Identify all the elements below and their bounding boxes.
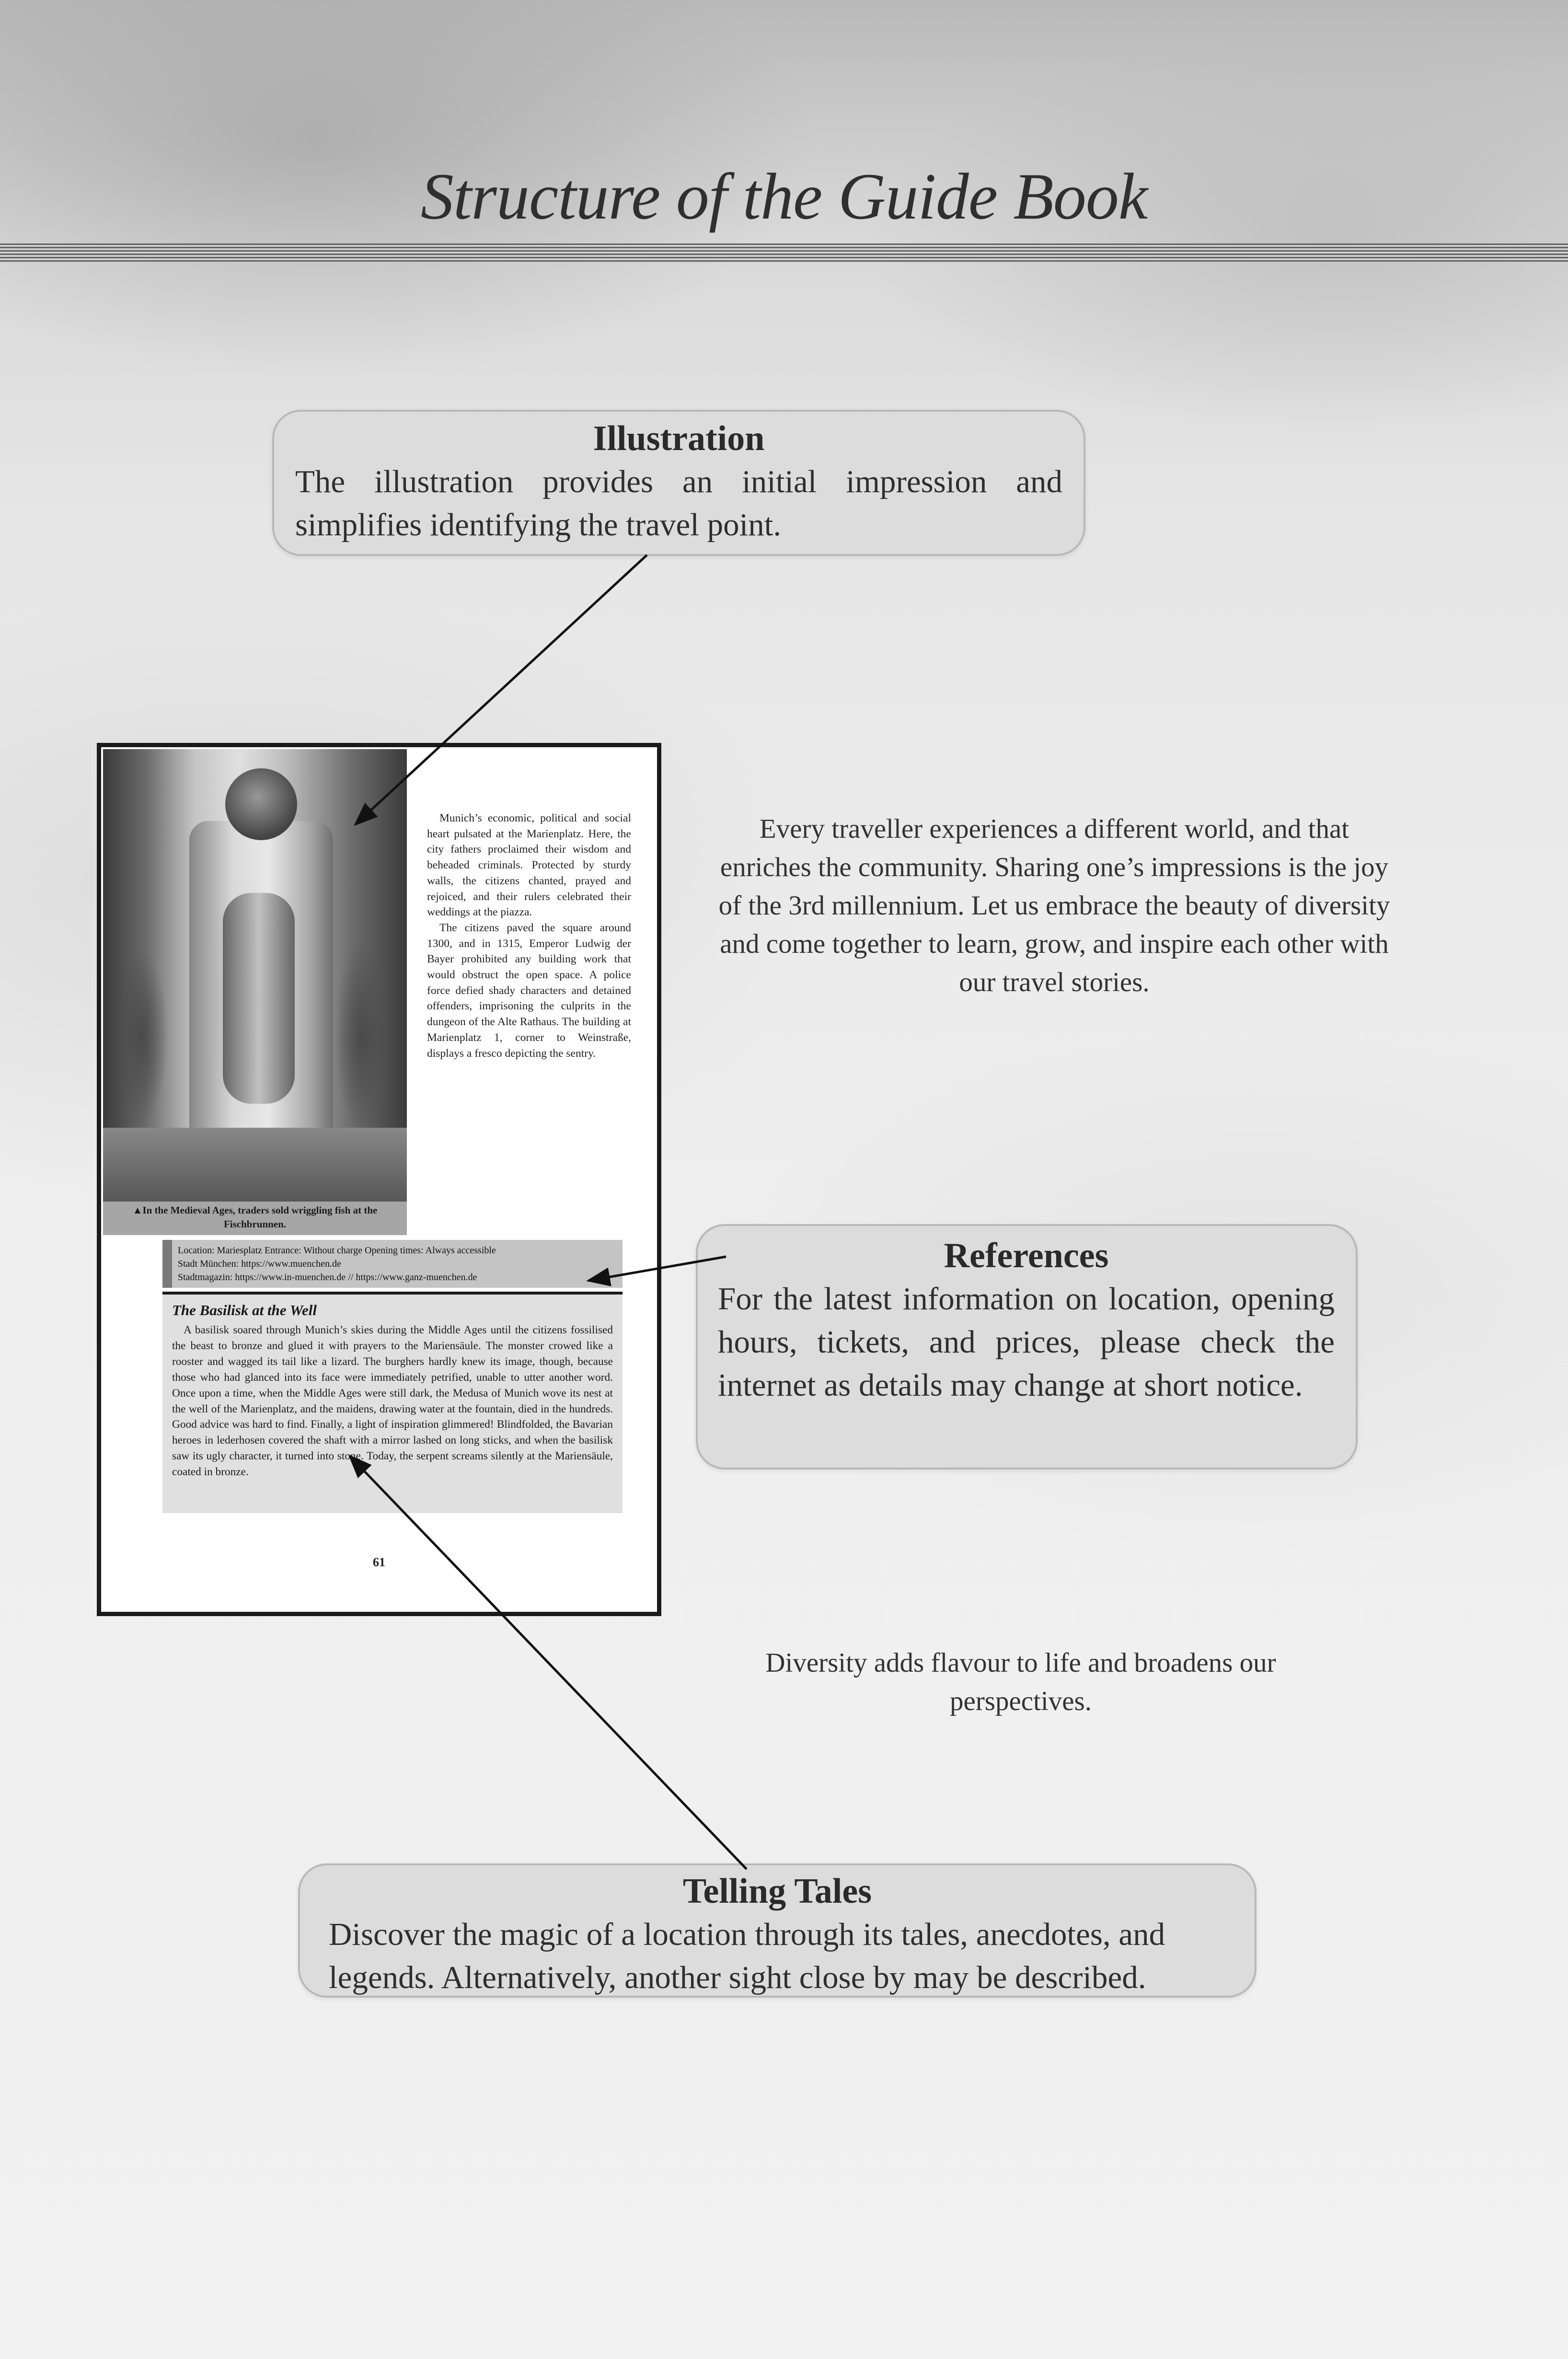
diversity-quote: Diversity adds flavour to life and broadens our perspectives. [765, 1648, 1276, 1716]
callout-telling-tales-title: Telling Tales [682, 1872, 872, 1911]
page-title: Structure of the Guide Book [420, 160, 1148, 233]
column-paragraph: Munich’s economic, political and social heart pulsated at the Marienplatz. Here, the city fathers proclaimed their wisdom and beheaded criminals. Protected by sturdy walls, the citizens chanted, prayed and rejoiced, and their rulers celebrated their weddings at the piazza. [427, 812, 631, 919]
tale-title: The Basilisk at the Well [172, 1302, 317, 1318]
reference-location: Location: Mariesplatz Entrance: Without charge Opening times: Always accessible [178, 1245, 496, 1256]
page-number: 61 [373, 1555, 385, 1569]
telling-tales-arrow [350, 1456, 747, 1869]
callout-references-text: For the latest information on location, opening hours, tickets, and prices, please check the internet as details may change at short notice. [718, 1281, 1335, 1403]
column-paragraph: The citizens paved the square around 1300, and in 1315, Emperor Ludwig der Bayer prohibited any building work that would obstruct the open space. A police force defied shady characters and detained offenders, imprisoning the culprits in the dungeon of the Alte Rathaus. The building at Marienplatz 1, corner to Weinstraße, displays a fresco depicting the sentry. [427, 921, 631, 1060]
callout-illustration-title: Illustration [593, 419, 765, 458]
reference-city-link[interactable]: Stadt München: https://www.muenchen.de [178, 1259, 341, 1269]
reference-magazine-links[interactable]: Stadtmagazin: https://www.in-muenchen.de // https://www.ganz-muenchen.de [178, 1272, 477, 1283]
callout-telling-tales-text: Discover the magic of a location through its tales, anecdotes, and legends. Alternatively, another sight close by may be described. [329, 1916, 1165, 1995]
photo-caption: ▲In the Medieval Ages, traders sold wriggling fish at the Fischbrunnen. [103, 1202, 407, 1235]
tale-text: A basilisk soared through Munich’s skies during the Middle Ages until the citizens fossilised the beast to bronze and glued it with prayers to the Mariensäule. The monster crowed like a rooster and wagged its tail like a lizard. The burghers hardly knew its image, though, because those who had glanced into its face were immediately petrified, unable to utter another word. Once upon a time, when the Middle Ages were still dark, the Medusa of Munich wove its nest at the well of the Marienplatz, and the maidens, drawing water at the fountain, died in the hundreds. Good advice was hard to find. Finally, a light of inspiration glimmered! Blindfolded, the Bavarian heroes in lederhosen covered the shaft with a mirror lashed on long sticks, and when the basilisk saw its ugly character, it turned into stone. Today, the serpent screams silently at the Mariensäule, coated in bronze. [172, 1324, 613, 1479]
traveller-quote: Every traveller experiences a different world, and that enriches the community. Sharing one’s impressions is the joy of the 3rd millennium. Let us embrace the beauty of diversity and come together to learn, grow, and inspire each other with our travel stories. [718, 814, 1390, 997]
callout-illustration-text: The illustration provides an initial impression and simplifies identifying the travel point. [295, 463, 1062, 543]
illustration-arrow [356, 555, 647, 824]
callout-references-title: References [944, 1236, 1109, 1275]
references-arrow [588, 1257, 726, 1281]
